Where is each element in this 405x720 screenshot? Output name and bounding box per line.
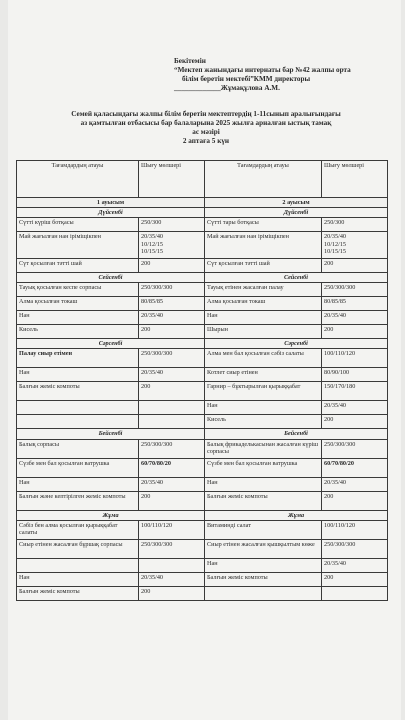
dish-cell: Сиыр етінен жасалған бұршақ сорпасы <box>17 539 139 558</box>
table-row <box>17 572 388 586</box>
dish-cell: Нан <box>17 477 139 491</box>
table-row <box>17 558 388 572</box>
approval-line-2: білім беретін мектебі”КММ директоры <box>182 75 311 83</box>
dish-cell: Балық сорпасы <box>17 439 139 458</box>
dish-cell: Тауық қосылған кеспе сорпасы <box>17 283 139 297</box>
dish-cell: Сүзбе мен бал қосылған ватрушка <box>205 458 322 477</box>
table-row <box>17 415 388 429</box>
portion-cell: 250/300 <box>322 218 388 232</box>
dish-cell: Сүзбе мен бал қосылған ватрушка <box>17 458 139 477</box>
dish-cell: Нан <box>17 368 139 382</box>
table-row <box>17 258 388 272</box>
dish-cell: Балық фрикаделькасынан жасалған күріш сорпасы <box>205 439 322 458</box>
table-row <box>17 283 388 297</box>
table-row <box>17 539 388 558</box>
menu-table <box>16 160 388 601</box>
portion-cell: 200 <box>139 382 205 401</box>
table-row <box>17 491 388 510</box>
dish-cell: Сәбіз бен алма қосылған қырыққабат салаты <box>17 520 139 539</box>
table-row <box>17 325 388 339</box>
portion-cell <box>322 586 388 600</box>
portion-cell: 200 <box>322 415 388 429</box>
dish-cell: Май жағылған нан іріміщікпен <box>205 232 322 259</box>
dish-cell <box>17 558 139 572</box>
dish-cell: Сиыр етінен жасалған қышқылтым көже <box>205 539 322 558</box>
table-row <box>17 439 388 458</box>
portion-cell: 20/35/40 <box>322 558 388 572</box>
dish-cell: Нан <box>205 401 322 415</box>
col-header-dish-2: Тағамдардың атауы <box>205 161 322 198</box>
portion-cell: 250/300 <box>139 218 205 232</box>
dish-cell: Гарнир – бұктырылған қырыққабат <box>205 382 322 401</box>
dish-cell: Балғын жеміс компоты <box>17 586 139 600</box>
day-row <box>17 208 388 218</box>
table-header-row <box>17 161 388 198</box>
table-row <box>17 368 388 382</box>
dish-cell <box>17 415 139 429</box>
dish-cell: Нан <box>17 572 139 586</box>
portion-cell: 200 <box>139 586 205 600</box>
dish-cell: Нан <box>205 558 322 572</box>
day-label-2: Бейсенбі <box>205 429 388 439</box>
portion-cell <box>139 415 205 429</box>
dish-cell: Алма қосылған токаш <box>17 297 139 311</box>
dish-cell: Нан <box>17 311 139 325</box>
day-row <box>17 339 388 349</box>
portion-cell: 100/110/120 <box>322 520 388 539</box>
portion-cell: 200 <box>322 258 388 272</box>
portion-cell <box>139 401 205 415</box>
portion-cell: 100/110/120 <box>139 520 205 539</box>
col-header-dish-1: Тағамдардың атауы <box>17 161 139 198</box>
portion-cell: 20/35/40 <box>322 477 388 491</box>
dish-cell: Балғын жеміс компоты <box>205 491 322 510</box>
portion-cell: 80/85/85 <box>322 297 388 311</box>
portion-cell: 250/300/300 <box>139 439 205 458</box>
portion-cell: 80/85/85 <box>139 297 205 311</box>
table-row <box>17 477 388 491</box>
dish-cell <box>205 586 322 600</box>
dish-cell: Алма мен бал қосылған сәбіз салаты <box>205 349 322 368</box>
dish-cell: Балғын және кептірілген жеміс компоты <box>17 491 139 510</box>
portion-cell: 200 <box>139 491 205 510</box>
day-row <box>17 429 388 439</box>
dish-cell: Котлет сиыр етінен <box>205 368 322 382</box>
table-row <box>17 218 388 232</box>
dish-cell: Балғын жеміс компоты <box>17 382 139 401</box>
day-row <box>17 510 388 520</box>
heading-line-3: ас мәзірі <box>192 128 220 136</box>
table-row <box>17 520 388 539</box>
dish-cell: Сүт қосылған тәтті шай <box>205 258 322 272</box>
portion-cell: 200 <box>322 572 388 586</box>
portion-cell: 200 <box>139 325 205 339</box>
day-label-1: Сейсенбі <box>17 272 205 282</box>
portion-cell: 20/35/40 <box>139 368 205 382</box>
portion-cell: 60/70/80/20 <box>139 458 205 477</box>
portion-cell: 20/35/40 <box>139 572 205 586</box>
portion-cell: 20/35/40 <box>322 311 388 325</box>
dish-cell: Нан <box>205 311 322 325</box>
portion-cell: 80/90/100 <box>322 368 388 382</box>
table-row <box>17 401 388 415</box>
day-row <box>17 272 388 282</box>
dish-cell: Май жағылған нан іріміщікпен <box>17 232 139 259</box>
heading-line-4: 2 аптаға 5 күн <box>182 137 230 145</box>
table-row <box>17 311 388 325</box>
dish-cell: Витаминді салат <box>205 520 322 539</box>
table-row <box>17 458 388 477</box>
day-label-2: Сәрсенбі <box>205 339 388 349</box>
day-label-1: Жұма <box>17 510 205 520</box>
portion-cell: 250/300/300 <box>322 283 388 297</box>
dish-cell: Тауық етінен жасалған палау <box>205 283 322 297</box>
heading-line-2: аз қамтылған отбасысы бар балаларына 2025 жылға арналған ыстық тамақ <box>80 119 332 127</box>
table-row <box>17 297 388 311</box>
portion-cell: 250/300/300 <box>322 539 388 558</box>
portion-cell: 250/300/300 <box>139 349 205 368</box>
approval-signature-line: _____________Жұмақұлова А.М. <box>174 84 280 92</box>
portion-cell <box>139 558 205 572</box>
col-header-portion-1: Шығу мөлшері <box>139 161 205 198</box>
portion-cell: 100/110/120 <box>322 349 388 368</box>
portion-cell: 20/35/40 <box>139 311 205 325</box>
table-row <box>17 586 388 600</box>
col-header-portion-2: Шығу мөлшері <box>322 161 388 198</box>
portion-cell: 60/70/80/20 <box>322 458 388 477</box>
portion-cell: 200 <box>139 258 205 272</box>
heading-line-1: Семей қаласындағы жалпы білім беретін мектептердің 1-11сынып аралығындағы <box>71 110 341 118</box>
table-row <box>17 349 388 368</box>
portion-cell: 20/35/40 <box>322 401 388 415</box>
day-label-2: Сейсенбі <box>205 272 388 282</box>
portion-cell: 250/300/300 <box>139 539 205 558</box>
approval-title: Бекітемін <box>174 57 206 65</box>
dish-cell: Сүтті тары ботқасы <box>205 218 322 232</box>
portion-cell: 20/35/40 <box>139 477 205 491</box>
day-label-1: Дүйсенбі <box>17 208 205 218</box>
dish-cell: Палау сиыр етімен <box>17 349 139 368</box>
portion-cell: 200 <box>322 491 388 510</box>
dish-cell: Кисель <box>205 415 322 429</box>
dish-cell: Кисель <box>17 325 139 339</box>
shift-2-label: 2 ауысым <box>205 198 388 208</box>
portion-cell: 200 <box>322 325 388 339</box>
day-label-2: Дүйсенбі <box>205 208 388 218</box>
dish-cell <box>17 401 139 415</box>
table-row <box>17 382 388 401</box>
dish-cell: Алма қосылған токаш <box>205 297 322 311</box>
shift-1-label: 1 ауысым <box>17 198 205 208</box>
portion-cell: 250/300/300 <box>322 439 388 458</box>
dish-cell: Шырын <box>205 325 322 339</box>
portion-cell: 150/170/180 <box>322 382 388 401</box>
approval-line-1: “Мектеп жанындағы интернаты бар №42 жалпы орта <box>174 66 351 74</box>
shift-row <box>17 198 388 208</box>
portion-cell: 20/35/40 10/12/15 10/15/15 <box>139 232 205 259</box>
day-label-1: Сәрсенбі <box>17 339 205 349</box>
dish-cell: Сүт қосылған тәтті шай <box>17 258 139 272</box>
portion-cell: 20/35/40 10/12/15 10/15/15 <box>322 232 388 259</box>
table-row <box>17 232 388 259</box>
menu-table-body <box>17 198 388 601</box>
portion-cell: 250/300/300 <box>139 283 205 297</box>
day-label-2: Жұма <box>205 510 388 520</box>
dish-cell: Нан <box>205 477 322 491</box>
dish-cell: Балғын жеміс компоты <box>205 572 322 586</box>
day-label-1: Бейсенбі <box>17 429 205 439</box>
dish-cell: Сүтті күріш ботқасы <box>17 218 139 232</box>
